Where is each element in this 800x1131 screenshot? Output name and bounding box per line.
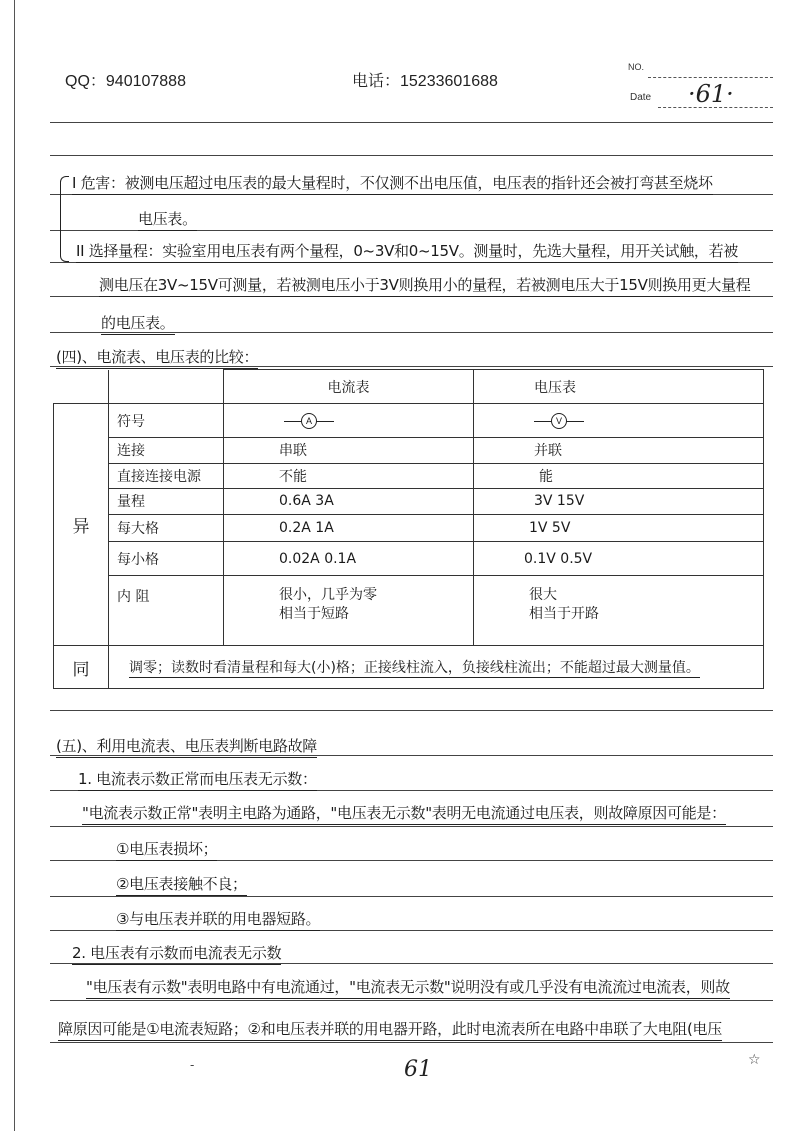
case-2-title: 2. 电压表有示数而电流表无示数 bbox=[72, 942, 281, 965]
star-icon: ☆ bbox=[748, 1052, 761, 1068]
ammeter-symbol-cell bbox=[224, 404, 474, 438]
table-row bbox=[54, 438, 764, 464]
ammeter-resistance-line-1: 很小，几乎为零 bbox=[279, 587, 377, 604]
ammeter-symbol-icon: A bbox=[284, 412, 334, 430]
case-2-line-1: "电压表有示数"表明电路中有电流通过，"电流表无示数"说明没有或几乎没有电流流过电流表，则故 bbox=[86, 976, 730, 999]
date-value: ·61· bbox=[688, 80, 734, 108]
feature-label: 每大格 bbox=[109, 514, 224, 542]
ammeter-value: 0.6A 3A bbox=[224, 489, 474, 515]
qq-contact: QQ：940107888 bbox=[65, 73, 186, 90]
range-line-2: 测电压在3V~15V可测量，若被测电压小于3V则换用小的量程，若被测电压大于15V则换用更大量程 bbox=[99, 274, 750, 297]
ammeter-value: 串联 bbox=[224, 438, 474, 464]
case-1-item: ③与电压表并联的用电器短路。 bbox=[116, 908, 320, 931]
table-row bbox=[54, 514, 764, 542]
case-1-text: "电流表示数正常"表明主电路为通路，"电压表无示数"表明无电流通过电压表，则故障原因可能是： bbox=[82, 802, 726, 825]
feature-label: 量程 bbox=[109, 489, 224, 515]
ammeter-resistance-line-2: 相当于短路 bbox=[279, 606, 349, 623]
voltmeter-value: 能 bbox=[474, 463, 764, 489]
stray-mark: - bbox=[190, 1058, 195, 1072]
feature-label: 直接连接电源 bbox=[109, 463, 224, 489]
voltmeter-value: 1V 5V bbox=[474, 514, 764, 542]
feature-label: 连接 bbox=[109, 438, 224, 464]
same-label: 同 bbox=[54, 646, 109, 689]
voltmeter-symbol-icon: V bbox=[534, 412, 584, 430]
table-row bbox=[54, 463, 764, 489]
same-text: 调零；读数时看清量程和每大(小)格；正接线柱流入，负接线柱流出；不能超过最大测量值。 bbox=[109, 646, 764, 689]
no-line bbox=[648, 77, 773, 78]
ruled-line bbox=[50, 1042, 773, 1043]
voltmeter-resistance-line-1: 很大 bbox=[529, 587, 557, 604]
date-line bbox=[658, 107, 773, 108]
feature-label: 内 阻 bbox=[109, 576, 224, 646]
col-header-ammeter: 电流表 bbox=[224, 370, 474, 404]
voltmeter-value: 0.1V 0.5V bbox=[474, 542, 764, 576]
voltmeter-value: 并联 bbox=[474, 438, 764, 464]
voltmeter-resistance-line-2: 相当于开路 bbox=[529, 606, 599, 623]
ammeter-value: 0.2A 1A bbox=[224, 514, 474, 542]
table-row bbox=[54, 576, 764, 646]
ruled-line bbox=[50, 826, 773, 827]
binding-margin-line bbox=[14, 0, 15, 1131]
case-1-title: 1. 电流表示数正常而电压表无示数： bbox=[78, 768, 317, 791]
ruled-line bbox=[50, 122, 773, 123]
ammeter-value: 0.02A 0.1A bbox=[224, 542, 474, 576]
page-number: 61 bbox=[404, 1057, 432, 1082]
table-row bbox=[54, 404, 764, 438]
brace bbox=[60, 176, 69, 262]
case-1-item: ②电压表接触不良； bbox=[116, 873, 247, 896]
section-5-title: (五)、利用电流表、电压表判断电路故障 bbox=[56, 735, 317, 758]
table-header-row bbox=[54, 370, 764, 404]
case-1-item: ①电压表损坏； bbox=[116, 838, 217, 861]
ammeter-value: 不能 bbox=[224, 463, 474, 489]
feature-label: 每小格 bbox=[109, 542, 224, 576]
voltmeter-symbol-cell bbox=[474, 404, 764, 438]
phone-contact: 电话：15233601688 bbox=[352, 73, 498, 90]
ruled-line bbox=[50, 1000, 773, 1001]
table-corner-cell bbox=[54, 370, 109, 404]
feature-symbol: 符号 bbox=[109, 404, 224, 438]
ruled-line bbox=[50, 155, 773, 156]
col-header-voltmeter: 电压表 bbox=[474, 370, 764, 404]
table-row bbox=[54, 489, 764, 515]
section-4-title: (四)、电流表、电压表的比较： bbox=[56, 346, 258, 369]
date-label: Date bbox=[630, 92, 652, 103]
table-row bbox=[54, 646, 764, 689]
meter-comparison-table bbox=[53, 369, 764, 689]
voltmeter-resistance bbox=[474, 576, 764, 646]
table-row bbox=[54, 542, 764, 576]
ammeter-resistance bbox=[224, 576, 474, 646]
hazard-line-1: I 危害：被测电压超过电压表的最大量程时，不仅测不出电压值，电压表的指针还会被打弯甚至烧坏 bbox=[72, 172, 713, 195]
no-label: NO. bbox=[628, 62, 645, 72]
voltmeter-value: 3V 15V bbox=[474, 489, 764, 515]
hazard-line-2: 电压表。 bbox=[138, 208, 197, 231]
range-line-1: II 选择量程：实验室用电压表有两个量程，0~3V和0~15V。测量时，先选大量程，用开关试触，若被 bbox=[76, 240, 738, 263]
case-2-line-2: 障原因可能是①电流表短路；②和电压表并联的用电器开路，此时电流表所在电路中串联了大电阻(电压 bbox=[58, 1018, 722, 1041]
range-line-3: 的电压表。 bbox=[101, 312, 175, 335]
diff-label: 异 bbox=[54, 404, 109, 646]
ruled-line bbox=[50, 710, 773, 711]
ruled-line bbox=[50, 896, 773, 897]
table-corner-cell bbox=[109, 370, 224, 404]
